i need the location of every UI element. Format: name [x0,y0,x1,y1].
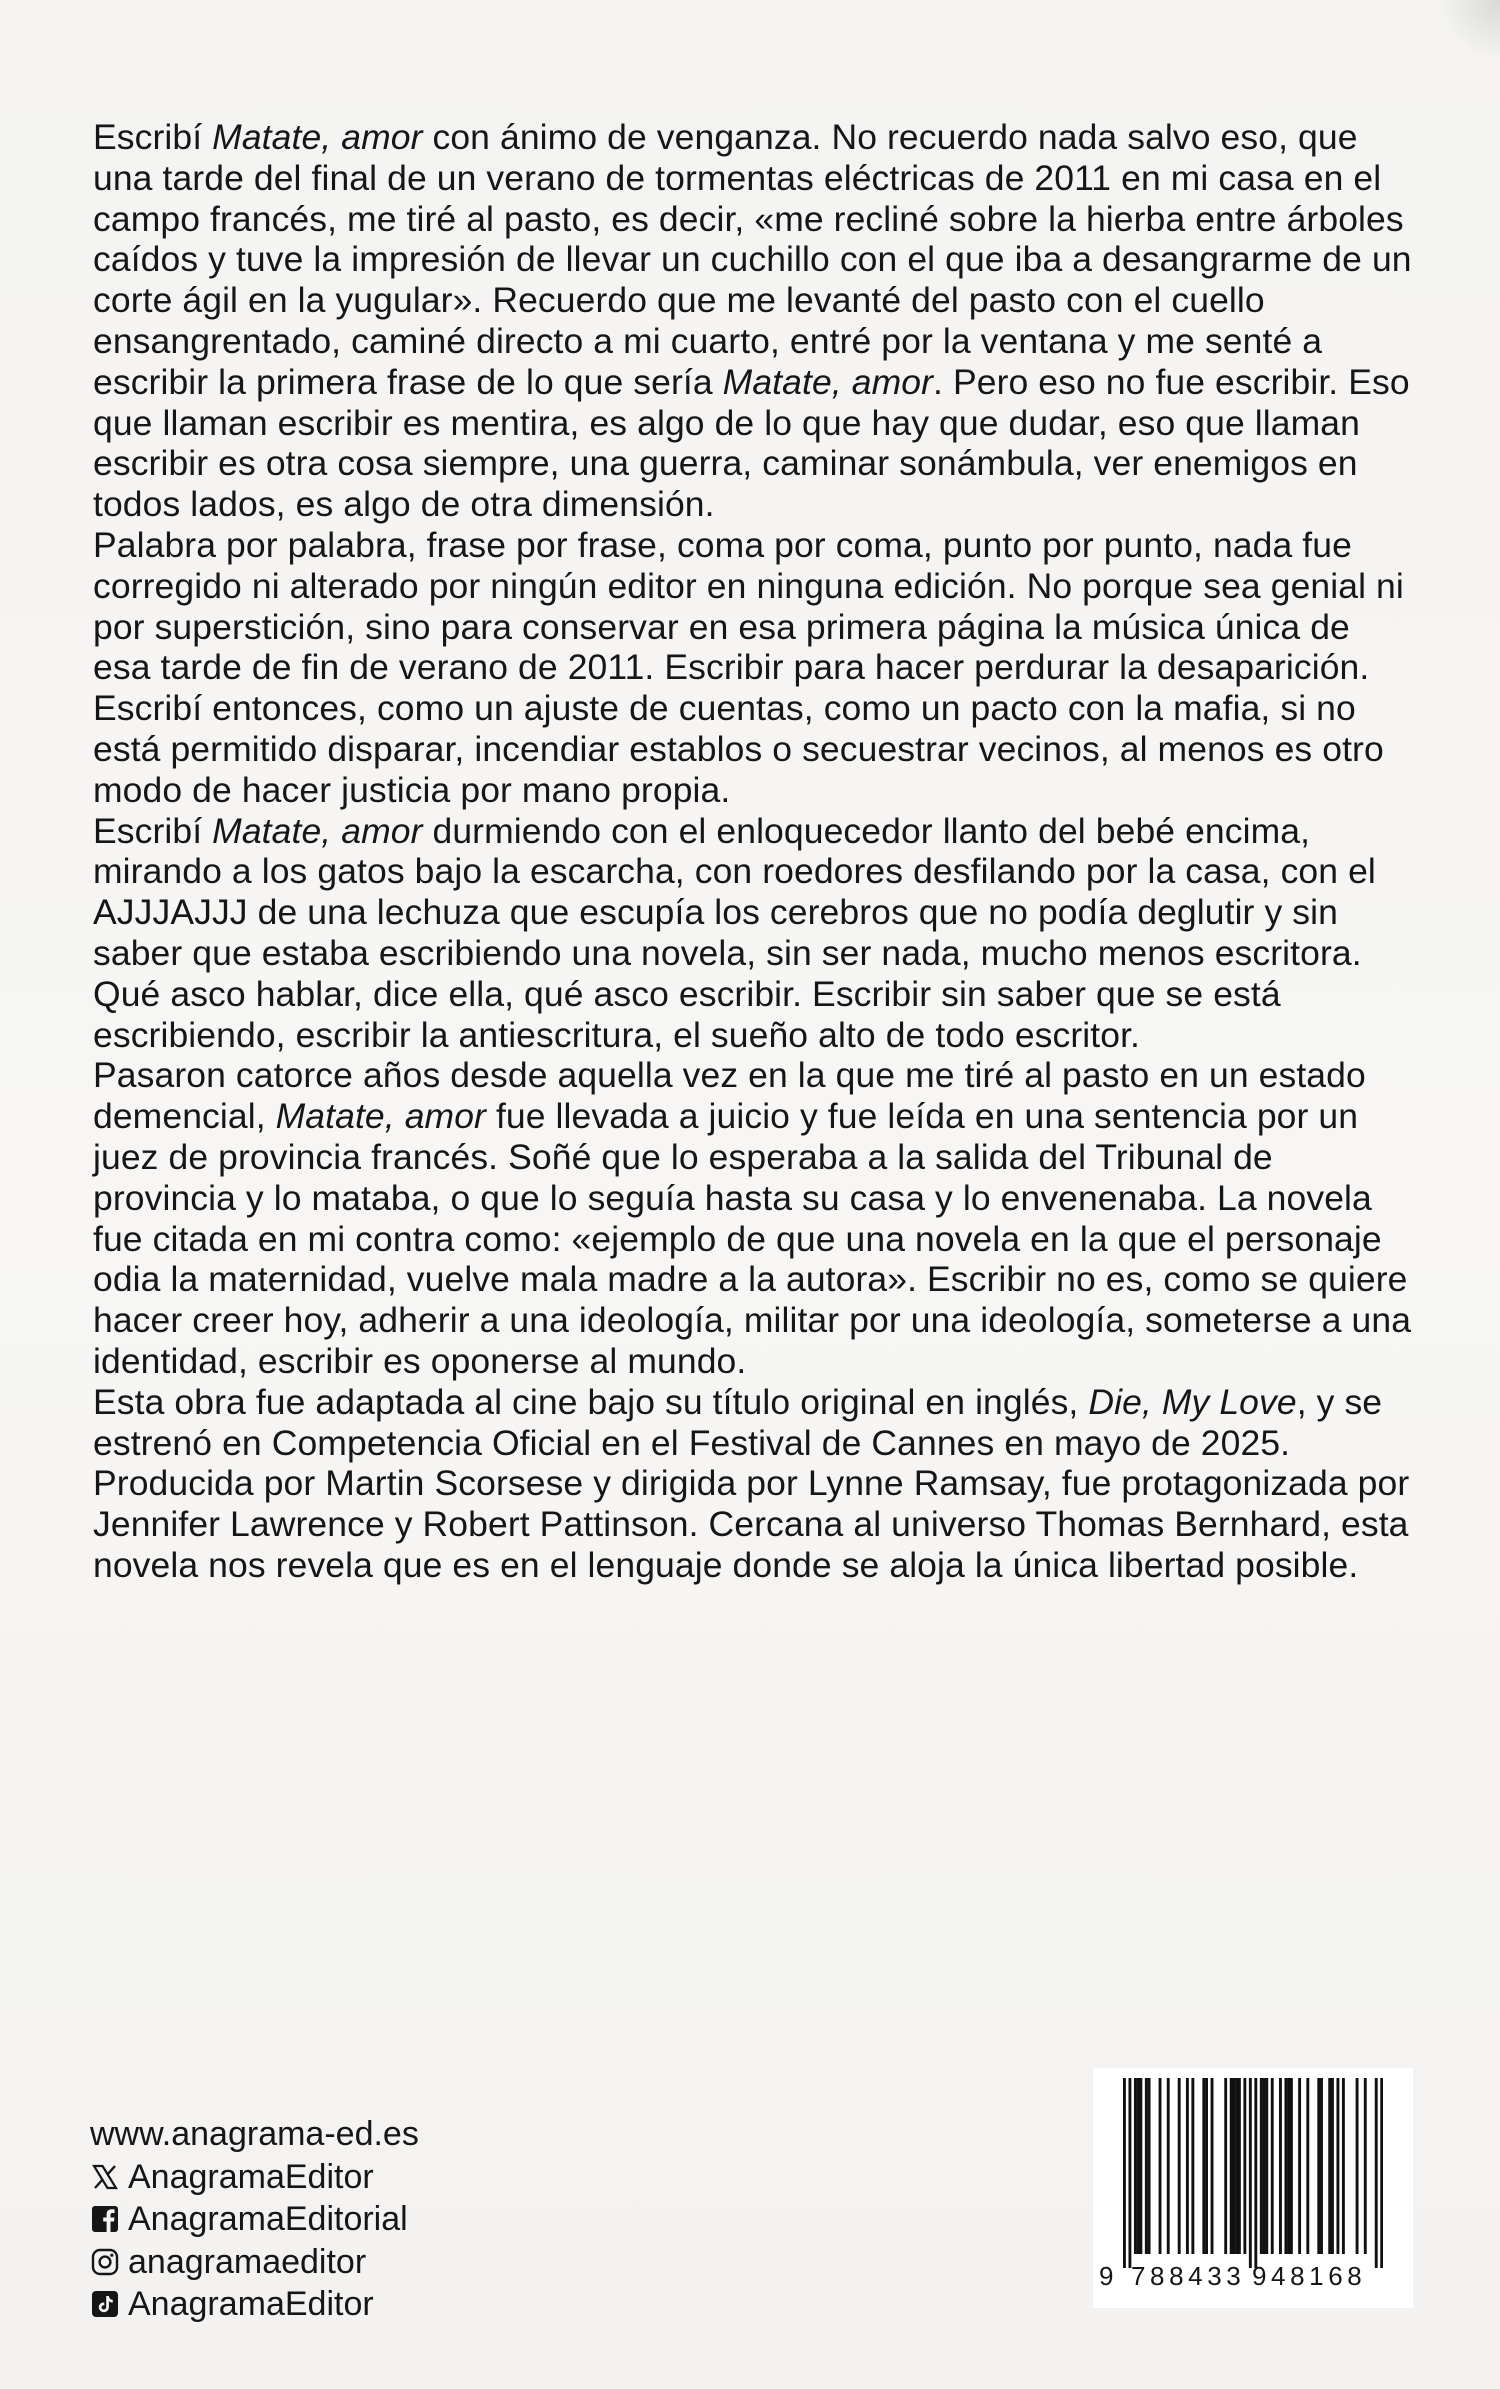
barcode-bar [1364,2078,1367,2254]
barcode-bar [1306,2078,1309,2254]
barcode-guard-bar [1375,2078,1378,2268]
blurb-text: con ánimo de venganza. No recuerdo nada salvo eso, que una tarde del final de un verano de tormentas eléctricas de 2011 en mi casa en el campo francés, me tiré al pasto, es decir, «me recliné sobre la hierba entre árboles caídos y tuve la impresión de llevar un cuchillo con el que iba a desangrarme de un corte ágil en la yugular». Recuerdo que me levanté del pasto con el cuello ensangrentado, caminé directo a mi cuarto, entré por la ventana y me senté a escribir la primera frase de lo que sería [93,117,1412,402]
blurb-text: Escribí [93,810,213,851]
barcode-bar [1205,2078,1208,2254]
blurb-paragraph [93,1055,1413,1381]
barcode-guard-bar [1249,2078,1252,2268]
barcode-bar [1331,2078,1334,2254]
back-cover-blurb [93,117,1413,1586]
barcode-bar [1224,2078,1227,2254]
barcode-bar [1243,2078,1246,2254]
barcode-guard-bar [1123,2078,1126,2268]
social-facebook[interactable] [90,2198,419,2241]
barcode-bar [1279,2078,1282,2254]
barcode-bar [1134,2078,1137,2254]
website-url[interactable]: www.anagrama-ed.es [90,2115,419,2153]
book-title-italic: Matate, amor [212,810,423,851]
page-corner-shadow [1440,0,1500,60]
barcode-bar [1287,2078,1290,2254]
barcode-bar [1320,2078,1323,2254]
book-title-italic: Matate, amor [722,361,934,402]
barcode-bar [1159,2078,1162,2254]
blurb-text: . Pero eso no fue escribir. Eso que llaman escribir es mentira, es algo de lo que hay que dudar, eso que llaman escribir es otra cosa siempre, una guerra, caminar sonámbula, ver enemigos en todos lados, es algo de otra dimensión. [93,361,1410,525]
blurb-text: fue llevada a juicio y fue leída en una sentencia por un juez de provincia francés. Soñé que lo esperaba a la salida del Tribunal de provincia y lo mataba, o que lo seguía hasta su casa y lo envenenaba. La novela fue citada en mi contra como: «ejemplo de que una novela en la que el personaje odia la maternidad, vuelve mala madre a la autora». Escribir no es, como se quiere hacer creer hoy, adherir a una ideología, militar por una ideología, someterse a una identidad, escribir es oponerse al mundo. [93,1096,1412,1381]
book-title-italic: Matate, amor [212,117,423,157]
barcode-bar [1178,2078,1181,2254]
barcode-bar [1167,2078,1170,2254]
barcode-bar [1263,2078,1266,2254]
blurb-text: Palabra por palabra, frase por frase, coma por coma, punto por punto, nada fue corregido ni alterado por ningún editor en ninguna edición. No porque sea genial ni por superstición, sino para conservar en esa primera página la música única de esa tarde de fin de verano de 2011. Escribir para hacer perdurar la desaparición. Escribí entonces, como un ajuste de cuentas, como un pacto con la mafia, si no está permitido disparar, incendiar establos o secuestrar vecinos, al menos es otro modo de hacer justicia por mano propia. [93,524,1404,810]
barcode-bar [1211,2078,1214,2254]
barcode-bar [1265,2078,1268,2254]
isbn-barcode [1093,2068,1413,2308]
blurb-paragraph [93,117,1413,525]
barcode-bar [1317,2078,1320,2254]
barcode-bar [1271,2078,1274,2254]
blurb-text: Escribí [93,117,213,157]
book-title-italic: Matate, amor [275,1096,486,1137]
barcode-bar [1298,2078,1301,2254]
barcode-bar [1342,2078,1345,2254]
social-tiktok-handle[interactable]: AnagramaEditor [128,2285,374,2323]
facebook-icon [90,2204,120,2234]
barcode-guard-bar [1380,2078,1383,2268]
blurb-text: durmiendo con el enloquecedor llanto del bebé encima, mirando a los gatos bajo la escarcha, con roedores desfilando por la casa, con el AJJJAJJJ de una lechuza que escupía los cerebros que no podía deglutir y sin saber que estaba escribiendo una novela, sin ser nada, mucho menos escritora. Qué asco hablar, dice ella, qué asco escribir. Escribir sin saber que se está escribiendo, escribir la antiescritura, el sueño alto de todo escritor. [93,810,1376,1055]
barcode-bar [1230,2078,1233,2254]
social-x-handle[interactable]: AnagramaEditor [128,2157,374,2196]
book-title-italic: Die, My Love [1088,1381,1297,1422]
publisher-contacts [90,2113,419,2326]
isbn-right-group: 948168 [1252,2261,1367,2291]
blurb-paragraph [93,525,1413,811]
barcode-bar [1328,2078,1331,2254]
barcode-bar [1235,2078,1238,2254]
barcode-bar [1356,2078,1359,2254]
barcode-bar [1290,2078,1293,2254]
barcode-bar [1148,2078,1151,2254]
barcode-bar [1191,2078,1194,2254]
blurb-text: Pasaron catorce años desde aquella vez en la que me tiré al pasto en un estado demencial, [93,1055,1366,1137]
barcode-bar [1260,2078,1263,2254]
publisher-website[interactable] [90,2113,419,2156]
social-instagram[interactable] [90,2241,419,2284]
blurb-paragraph [93,811,1413,1056]
instagram-icon [90,2247,120,2277]
barcode-bar [1284,2078,1287,2254]
barcode-bars [1123,2078,1383,2268]
barcode-bar [1139,2078,1142,2254]
social-tiktok[interactable] [90,2283,419,2326]
barcode-guard-bar [1254,2078,1257,2268]
barcode-bar [1238,2078,1241,2254]
isbn-first-digit: 9 [1099,2261,1119,2291]
isbn-left-group: 788433 [1131,2261,1246,2291]
barcode-bar [1336,2078,1339,2254]
barcode-bar [1145,2078,1148,2254]
x-icon [90,2162,120,2192]
barcode-bar [1137,2078,1140,2254]
blurb-paragraph [93,1382,1413,1586]
blurb-text: Esta obra fue adaptada al cine bajo su título original en inglés, [93,1381,1089,1422]
barcode-bar [1186,2078,1189,2254]
social-facebook-handle[interactable]: AnagramaEditorial [128,2200,408,2238]
barcode-guard-bar [1128,2078,1131,2268]
tiktok-icon [90,2289,120,2319]
social-instagram-handle[interactable]: anagramaeditor [128,2242,367,2281]
blurb-text: , y se estrenó en Competencia Oficial en el Festival de Cannes en mayo de 2025. Producida por Martin Scorsese y dirigida por Lynne Ramsay, fue protagonizada por Jennifer Lawrence y Robert Pattinson. Cercana al universo Thomas Bernhard, esta novela nos revela que es en el lenguaje donde se aloja la única libertad posible. [93,1381,1410,1585]
barcode-bar [1232,2078,1235,2254]
barcode-bar [1202,2078,1205,2254]
social-x[interactable] [90,2156,419,2199]
